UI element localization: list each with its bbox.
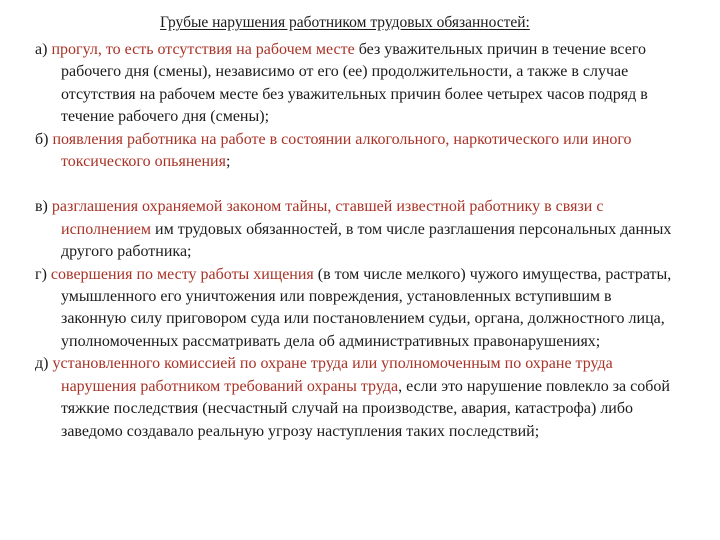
item-highlight: прогул, то есть отсутствия на рабочем месте: [51, 41, 355, 58]
violations-list: [35, 39, 675, 443]
item-highlight: появления работника на работе в состоянии алкогольного, наркотического или иного токсического опьянения: [52, 130, 632, 171]
item-highlight: установленного комиссией по охране труда: [52, 355, 349, 373]
page-title: Грубые нарушения работником трудовых обязанностей:: [160, 14, 530, 31]
item-prefix: а): [35, 41, 52, 58]
list-item-g: [35, 264, 675, 354]
item-text: (в том числе мелкого) чужого имущества, растраты, умышленного его уничтожения или повреждения, установленных вступившим в законную силу приговором суда или постановлением судьи, органа, должностного лица, уполномоченных рассматривать дела об административных правонарушениях;: [61, 265, 672, 350]
item-text: без уважительных причин в течение всего рабочего дня (смены), независимо от его (ее) продолжительности, а также в случае отсутствия на рабочем месте без уважительных причин более четырех часов подряд в течение рабочего дня (смены);: [61, 41, 648, 126]
item-highlight: совершения по месту работы хищения: [50, 265, 314, 283]
item-text-2: , если это нарушение повлекло за собой тяжкие последствия (несчастный случай на производстве, авария, катастрофа) либо заведомо создавало реальную угрозу наступления таких последствий;: [61, 377, 670, 440]
item-prefix: г): [35, 265, 51, 283]
item-text: им трудовых обязанностей, в том числе разглашения персональных данных другого работника;: [61, 220, 672, 261]
item-highlight-2: или уполномоченным по охране труда нарушения работником требований охраны труда: [61, 355, 613, 395]
item-prefix: в): [35, 198, 52, 216]
item-prefix: б): [35, 130, 53, 148]
list-item-a: [35, 39, 675, 129]
list-item-b: [35, 129, 675, 174]
item-highlight: разглашения охраняемой законом тайны, ставшей известной работнику в связи с исполнением: [51, 198, 604, 238]
list-item-d: [35, 353, 675, 443]
item-prefix: д): [35, 355, 53, 373]
list-item-v: [35, 196, 675, 263]
item-text: ;: [225, 153, 231, 171]
